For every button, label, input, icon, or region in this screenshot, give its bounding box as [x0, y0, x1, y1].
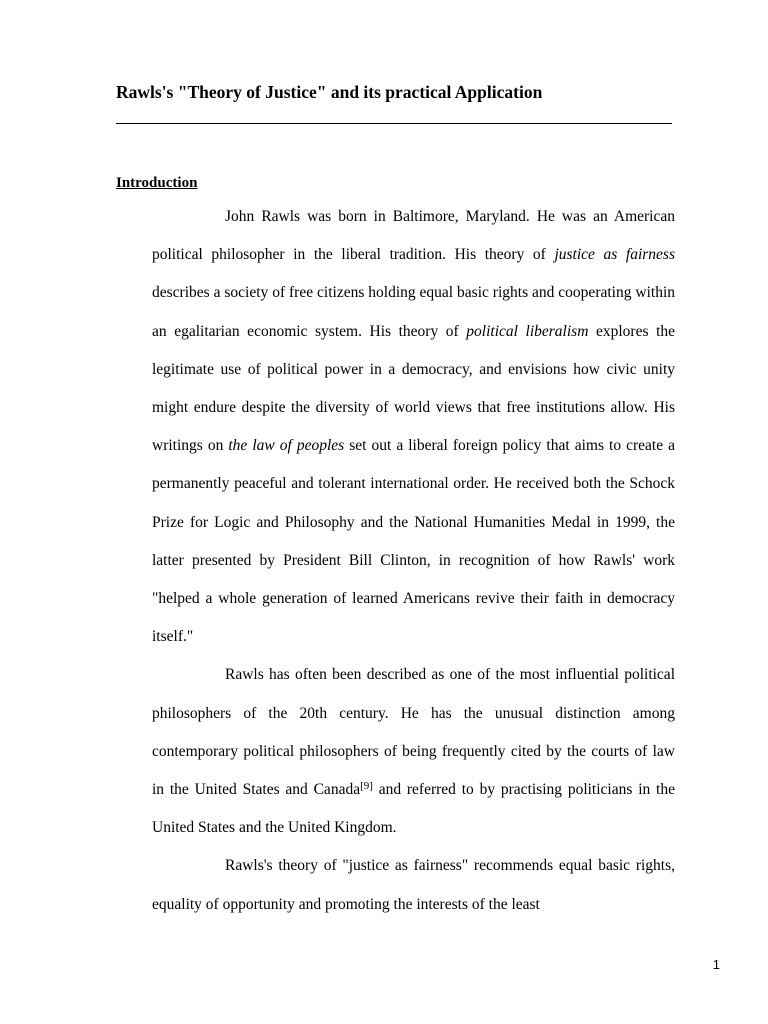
citation-reference: [9] — [360, 780, 373, 793]
paragraph-1-italic-justice-as-fairness: justice as fairness — [554, 246, 675, 264]
paragraph-2-text-2: and referred to by practising politicians in the United States and the United Kingdom. — [152, 781, 675, 837]
document-title: Rawls's "Theory of Justice" and its practical Application — [116, 82, 543, 102]
paragraph-1-text-2: describes a society of free citizens holding equal basic rights and cooperating within an egalitarian economic system. His theory of — [152, 284, 675, 340]
paragraph-1-italic-political-liberalism: political liberalism — [466, 322, 589, 340]
body-text — [152, 198, 675, 924]
paragraph-1 — [152, 198, 675, 656]
paragraph-1-text-1: John Rawls was born in Baltimore, Maryland. He was an American political philosopher in the liberal tradition. His theory of — [152, 208, 675, 264]
paragraph-1-text-4: set out a liberal foreign policy that aims to create a permanently peaceful and tolerant international order. He received both the Schock Prize for Logic and Philosophy and the National Humanities Medal in 1999, the latter presented by President Bill Clinton, in recognition of how Rawls' work "helped a whole generation of learned Americans revive their faith in democracy itself." — [152, 437, 675, 646]
paragraph-1-text-3: explores the legitimate use of political power in a democracy, and envisions how civic unity might endure despite the diversity of world views that free institutions allow. His writings on — [152, 322, 676, 455]
title-underline-rule — [116, 123, 672, 124]
paragraph-3-text-1: Rawls's theory of "justice as fairness" recommends equal basic rights, equality of opportunity and promoting the interests of the least — [152, 857, 675, 913]
paragraph-2-text-1: Rawls has often been described as one of the most influential political philosophers of the 20th century. He has the unusual distinction among contemporary political philosophers of being frequently cited by the courts of law in the United States and Canada — [152, 666, 675, 799]
section-heading-introduction: Introduction — [116, 175, 198, 191]
paragraph-3 — [152, 847, 675, 923]
paragraph-2 — [152, 656, 675, 847]
page-number: 1 — [712, 957, 720, 972]
paragraph-1-italic-law-of-peoples: the law of peoples — [228, 437, 345, 455]
